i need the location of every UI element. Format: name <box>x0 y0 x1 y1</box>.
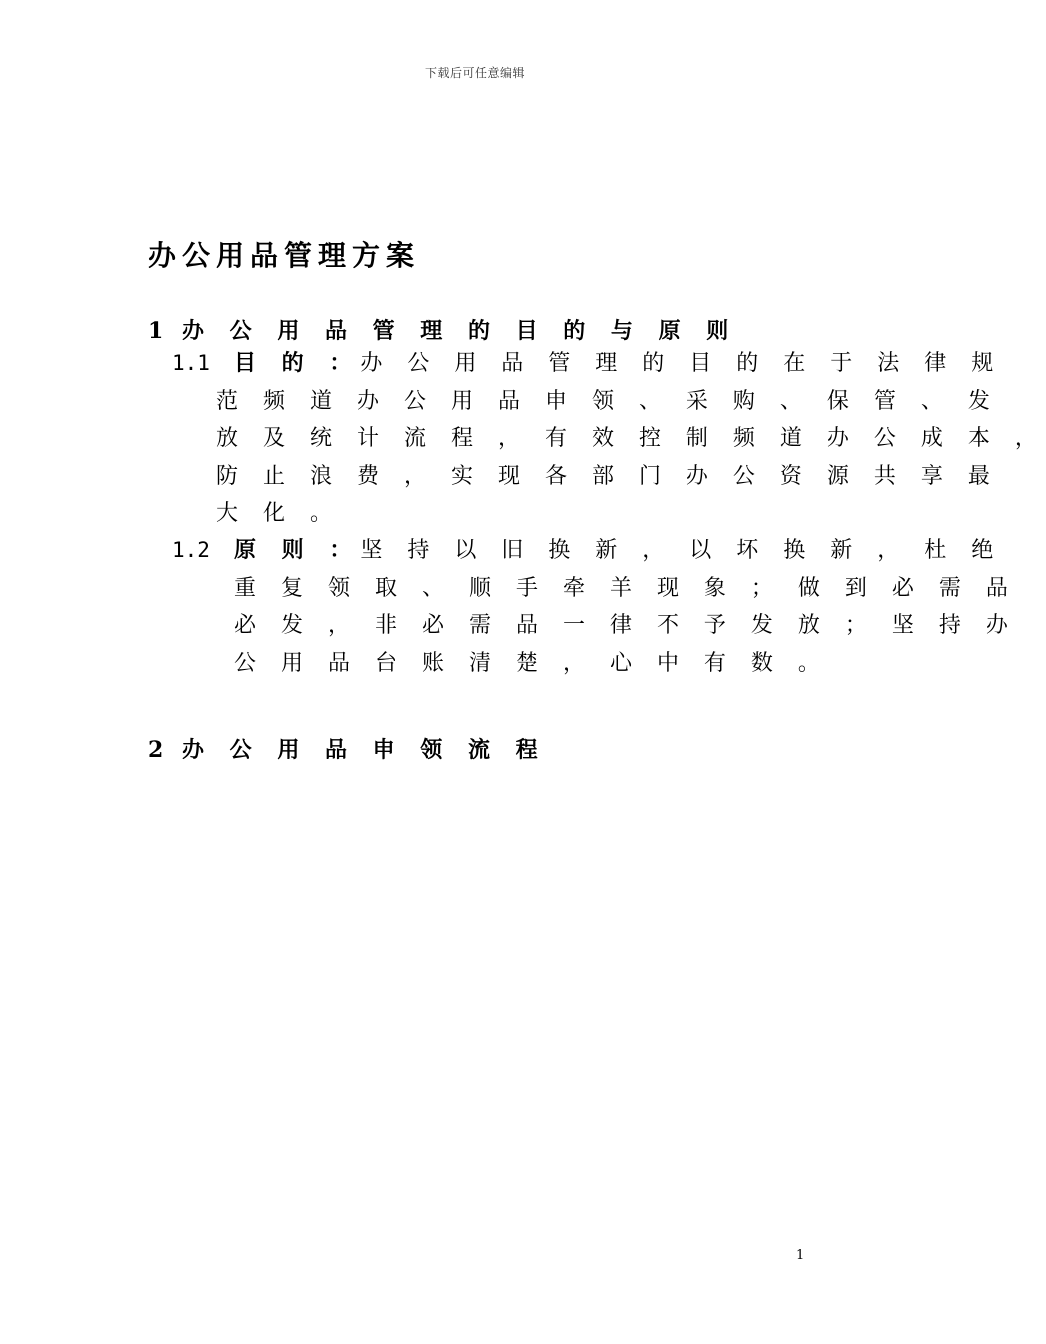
page-number: 1 <box>796 1248 805 1263</box>
section-heading-text: 办 公 用 品 管 理 的 目 的 与 原 则 <box>182 318 738 344</box>
paragraph-line <box>172 532 1017 570</box>
subsection-1-2 <box>172 532 1017 682</box>
subsection-label: 原 则 ： <box>234 537 361 563</box>
section-heading-text: 办 公 用 品 申 领 流 程 <box>182 737 547 763</box>
subsection-label: 目 的 ： <box>234 350 361 376</box>
section-heading-1 <box>148 314 737 345</box>
paragraph-line: 重 复 领 取 、 顺 手 牵 羊 现 象 ； 做 到 必 需 品 <box>234 575 1017 601</box>
paragraph-line: 防 止 浪 费 ， 实 现 各 部 门 办 公 资 源 共 享 最 <box>216 463 999 489</box>
page-header: 下载后可任意编辑 <box>424 66 525 80</box>
subsection-number: 1.1 <box>172 351 210 375</box>
paragraph-line: 大 化 。 <box>216 501 341 526</box>
paragraph-line <box>172 345 1046 383</box>
paragraph-line: 放 及 统 计 流 程 ， 有 效 控 制 频 道 办 公 成 本 ， <box>216 426 1046 451</box>
section-number: 2 <box>148 737 164 763</box>
subsection-number: 1.2 <box>172 538 210 562</box>
paragraph-line: 必 发 ， 非 必 需 品 一 律 不 予 发 放 ； 坚 持 办 <box>234 613 1017 638</box>
section-number: 1 <box>148 318 164 344</box>
paragraph-text: 办 公 用 品 管 理 的 目 的 在 于 法 律 规 <box>360 351 1003 376</box>
paragraph-line: 范 频 道 办 公 用 品 申 领 、 采 购 、 保 管 、 发 <box>216 388 999 414</box>
paragraph-line: 公 用 品 台 账 清 楚 ， 心 中 有 数 。 <box>234 650 829 676</box>
paragraph-text: 坚 持 以 旧 换 新 ， 以 坏 换 新 ， 杜 绝 <box>360 538 1003 563</box>
document-title: 办公用品管理方案 <box>148 239 421 272</box>
section-heading-2 <box>148 733 547 764</box>
subsection-1-1 <box>172 345 1046 533</box>
